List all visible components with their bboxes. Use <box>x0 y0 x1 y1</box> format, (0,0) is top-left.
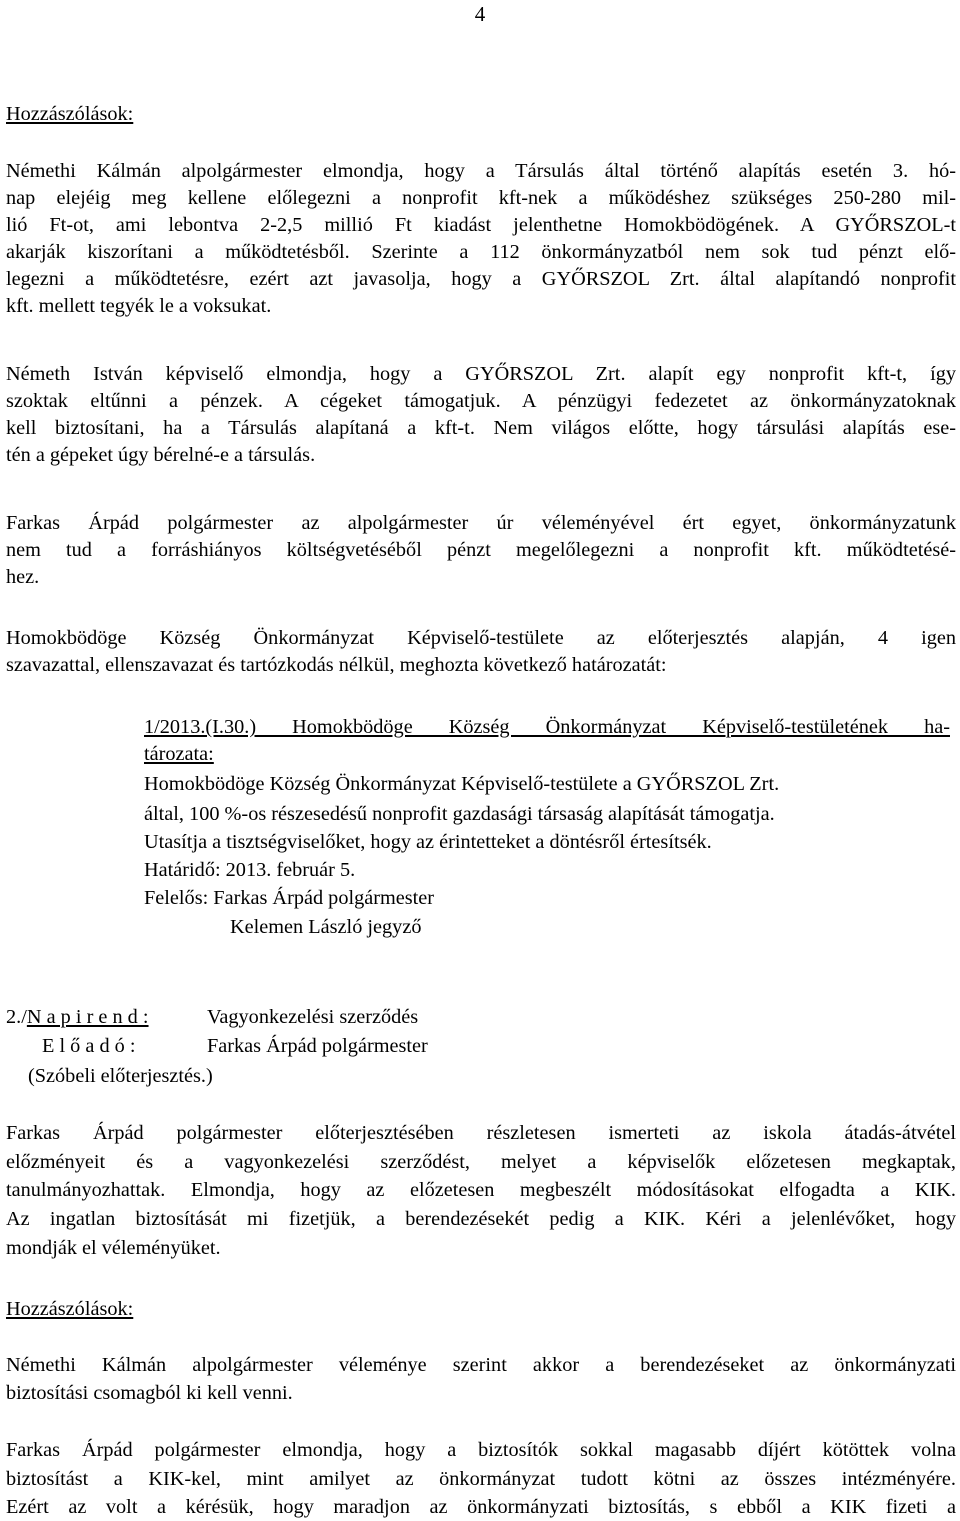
section-heading-comments-2: Hozzászólások: <box>6 1298 134 1320</box>
agenda-number: 2./ <box>6 1006 27 1028</box>
presenter-label: E l ő a d ó : <box>42 1035 136 1057</box>
text-line: legezni a működtetésre, ezért azt javasolja, hogy a GYŐRSZOL Zrt. által alapítandó nonprofit <box>6 268 956 290</box>
text-line: szoktak eltűnni a pénzek. A cégeket támogatjuk. A pénzügyi fedezetet az önkormányzatoknak <box>6 390 956 412</box>
resolution-responsible: Felelős: Farkas Árpád polgármester <box>144 887 435 909</box>
resolution-deadline: Határidő: 2013. február 5. <box>144 859 356 881</box>
resolution-title: 1/2013.(I.30.) Homokbödöge Község Önkormányzat Képviselő-testületének ha- <box>144 716 950 738</box>
page-number: 4 <box>474 2 486 26</box>
text-line: hez. <box>6 566 40 588</box>
text-line: biztosítást a KIK-kel, mint amilyet az önkormányzat tudott kötni az összes intézményére. <box>6 1468 956 1490</box>
text-line: nap elejéig meg kellene előlegezni a nonprofit kft-nek a működéshez szükséges 250-280 mil- <box>6 187 956 209</box>
resolution-title-cont: tározata: <box>144 743 214 765</box>
agenda-note: (Szóbeli előterjesztés.) <box>28 1065 213 1087</box>
text-line: tanulmányozhattak. Elmondja, hogy az előzetesen megbeszélt módosításokat elfogadta a KIK. <box>6 1179 956 1201</box>
resolution-text: Homokbödöge Község Önkormányzat Képviselő-testülete a GYŐRSZOL Zrt. <box>144 773 780 795</box>
text-line: kell biztosítani, ha a Társulás alapítaná a kft-t. Nem világos előtte, hogy társulási alapítás ese- <box>6 417 956 439</box>
resolution-text: által, 100 %-os részesedésű nonprofit gazdasági társaság alapítását támogatja. <box>144 803 775 825</box>
agenda-label: N a p i r e n d : <box>26 1006 149 1028</box>
text-line: biztosítási csomagból ki kell venni. <box>6 1382 293 1404</box>
text-line: Németh István képviselő elmondja, hogy a GYŐRSZOL Zrt. alapít egy nonprofit kft-t, így <box>6 363 956 385</box>
text-line: tén a gépeket úgy bérelné-e a társulás. <box>6 444 316 466</box>
text-line: mondják el véleményüket. <box>6 1237 221 1259</box>
text-line: akarják kiszorítani a működtetésből. Szerinte a 112 önkormányzatból nem sok tud pénzt elő- <box>6 241 956 263</box>
text-line: előzményeit és a vagyonkezelési szerződést, melyet a képviselők előzetesen megkaptak, <box>6 1151 956 1173</box>
resolution-text: Utasítja a tisztségviselőket, hogy az érintetteket a döntésről értesítsék. <box>144 831 712 853</box>
text-line: Ezért az volt a kérésük, hogy maradjon az önkormányzati biztosítás, s ebből a KIK fizeti a <box>6 1496 956 1518</box>
text-line: Farkas Árpád polgármester az alpolgármester úr véleményével ért egyet, önkormányzatunk <box>6 512 956 534</box>
presenter-value: Farkas Árpád polgármester <box>207 1035 428 1057</box>
section-heading-comments: Hozzászólások: <box>6 103 134 125</box>
text-line: Homokbödöge Község Önkormányzat Képviselő-testülete az előterjesztés alapján, 4 igen <box>6 627 956 649</box>
agenda-value: Vagyonkezelési szerződés <box>207 1006 419 1028</box>
text-line: Farkas Árpád polgármester elmondja, hogy a biztosítók sokkal magasabb díjért kötöttek volna <box>6 1439 956 1461</box>
text-line: nem tud a forráshiányos költségvetéséből pénzt megelőlegezni a nonprofit kft. működtetésé- <box>6 539 956 561</box>
agenda-item <box>6 1004 149 1030</box>
text-line: Farkas Árpád polgármester előterjesztésében részletesen ismerteti az iskola átadás-átvétel <box>6 1122 956 1144</box>
resolution-responsible-2: Kelemen László jegyző <box>230 916 422 938</box>
text-line: lió Ft-ot, ami lebontva 2-2,5 millió Ft kiadást jelenthetne Homokbödögének. A GYŐRSZOL-t <box>6 214 956 236</box>
text-line: Némethi Kálmán alpolgármester véleménye szerint akkor a berendezéseket az önkormányzati <box>6 1354 956 1376</box>
text-line: Az ingatlan biztosítását mi fizetjük, a berendezésekét pedig a KIK. Kéri a jelenlévőket, hogy <box>6 1208 956 1230</box>
text-line: szavazattal, ellenszavazat és tartózkodás nélkül, meghozta következő határozatát: <box>6 654 667 676</box>
text-line: Némethi Kálmán alpolgármester elmondja, hogy a Társulás által történő alapítás esetén 3. hó- <box>6 160 956 182</box>
text-line: kft. mellett tegyék le a voksukat. <box>6 295 272 317</box>
